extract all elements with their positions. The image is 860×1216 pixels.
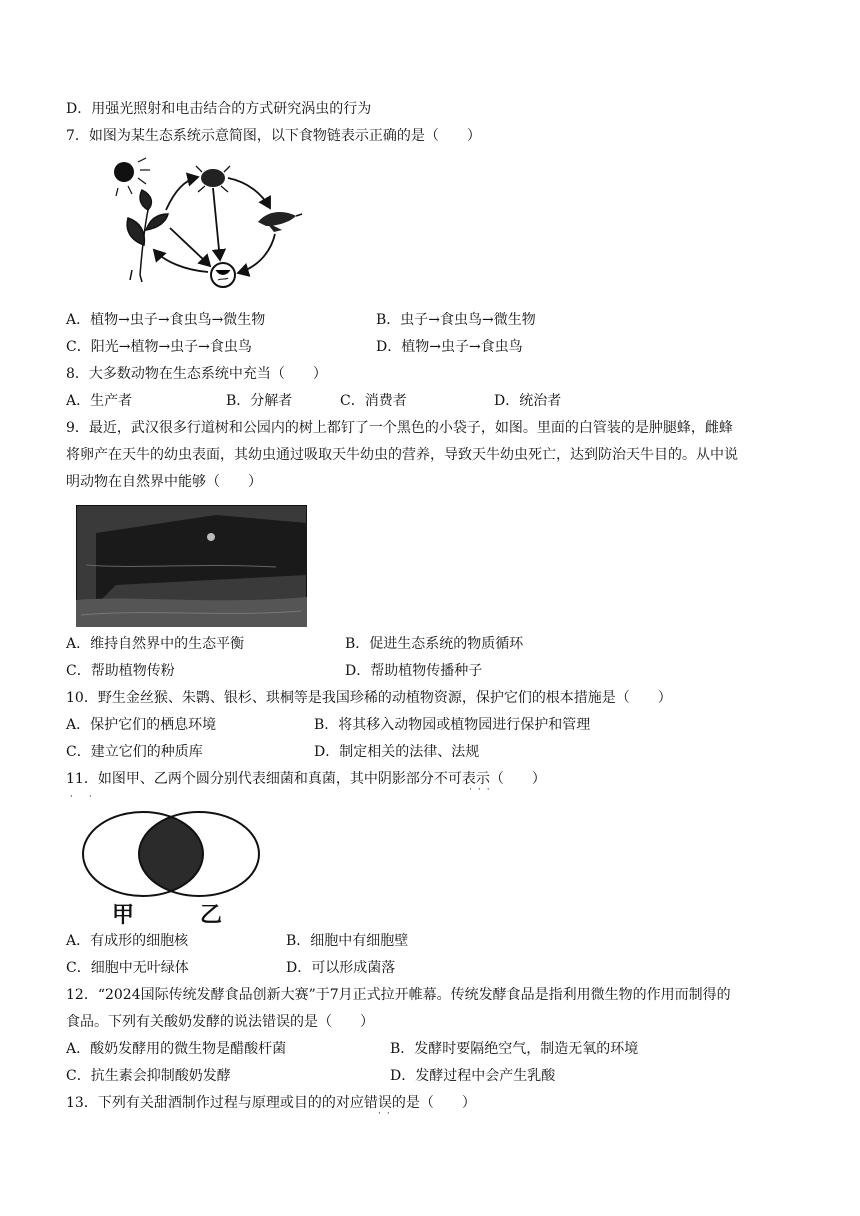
q12-option-a[interactable]: A．酸奶发酵用的微生物是醋酸杆菌 bbox=[66, 1041, 287, 1057]
q9-option-b[interactable]: B．促进生态系统的物质循环 bbox=[345, 636, 524, 652]
bird-icon bbox=[258, 212, 302, 232]
q9-stem-line2: 将卵产在天牛的幼虫表面，其幼虫通过吸取天牛幼虫的营养，导致天牛幼虫死亡，达到防治天牛目的。从中说 bbox=[66, 447, 738, 463]
q9-option-a[interactable]: A．维持自然界中的生态平衡 bbox=[66, 636, 245, 652]
q10-option-b[interactable]: B．将其移入动物园或植物园进行保护和管理 bbox=[314, 717, 591, 733]
q8-option-c[interactable]: C．消费者 bbox=[340, 393, 407, 409]
ecosystem-diagram bbox=[70, 150, 340, 300]
q12-option-c[interactable]: C．抗生素会抑制酸奶发酵 bbox=[66, 1068, 231, 1084]
q10-option-a[interactable]: A．保护它们的栖息环境 bbox=[66, 717, 217, 733]
venn-diagram bbox=[78, 808, 268, 932]
q12-option-b[interactable]: B．发酵时要隔绝空气，制造无氧的环境 bbox=[390, 1041, 639, 1057]
q9-stem-line1: 9．最近，武汉很多行道树和公园内的树上都钉了一个黑色的小袋子，如图。里面的白管装的是肿腿蜂，雌蜂 bbox=[66, 420, 733, 436]
scan-marks: ·· bbox=[70, 792, 108, 802]
q10-option-c[interactable]: C．建立它们的种质库 bbox=[66, 744, 203, 760]
microbe-icon bbox=[211, 263, 235, 287]
emphasis-dots-q13: ·· bbox=[378, 1109, 396, 1119]
q10-stem: 10．野生金丝猴、朱鹮、银杉、珙桐等是我国珍稀的动植物资源，保护它们的根本措施是（ ） bbox=[66, 690, 672, 706]
q11-stem: 11．如图甲、乙两个圆分别代表细菌和真菌，其中阴影部分不可表示（ ） bbox=[66, 771, 546, 787]
q7-stem: 7．如图为某生态系统示意简图，以下食物链表示正确的是（ ） bbox=[66, 128, 481, 144]
q10-option-d[interactable]: D．制定相关的法律、法规 bbox=[314, 744, 480, 760]
q8-option-d[interactable]: D．统治者 bbox=[494, 393, 562, 409]
label-jia: 甲 bbox=[112, 903, 135, 928]
emphasis-dots: ··· bbox=[469, 785, 496, 795]
q9-option-d[interactable]: D．帮助植物传播种子 bbox=[345, 663, 483, 679]
q7-option-d[interactable]: D．植物→虫子→食虫鸟 bbox=[376, 339, 523, 355]
q8-option-b[interactable]: B．分解者 bbox=[226, 393, 293, 409]
q11-option-d[interactable]: D．可以形成菌落 bbox=[286, 960, 396, 976]
q9-stem-line3: 明动物在自然界中能够（ ） bbox=[66, 474, 262, 490]
plant-icon bbox=[127, 190, 168, 282]
q9-option-c[interactable]: C．帮助植物传粉 bbox=[66, 663, 175, 679]
q11-option-b[interactable]: B．细胞中有细胞壁 bbox=[286, 933, 409, 949]
q7-option-c[interactable]: C．阳光→植物→虫子→食虫鸟 bbox=[66, 339, 252, 355]
q11-option-a[interactable]: A．有成形的细胞核 bbox=[66, 933, 189, 949]
sun-icon bbox=[114, 158, 150, 196]
tree-bag-photo bbox=[76, 505, 307, 627]
q12-stem-line2: 食品。下列有关酸奶发酵的说法错误的是（ ） bbox=[66, 1014, 374, 1030]
label-yi: 乙 bbox=[200, 903, 223, 928]
q13-stem: 13．下列有关甜酒制作过程与原理或目的的对应错误的是（ ） bbox=[66, 1095, 476, 1111]
q7-option-b[interactable]: B．虫子→食虫鸟→微生物 bbox=[376, 312, 536, 328]
q8-stem: 8．大多数动物在生态系统中充当（ ） bbox=[66, 366, 327, 382]
q6-option-d: D．用强光照射和电击结合的方式研究涡虫的行为 bbox=[66, 101, 372, 117]
q7-option-a[interactable]: A．植物→虫子→食虫鸟→微生物 bbox=[66, 312, 266, 328]
q11-option-c[interactable]: C．细胞中无叶绿体 bbox=[66, 960, 189, 976]
q8-option-a[interactable]: A．生产者 bbox=[66, 393, 133, 409]
q12-option-d[interactable]: D．发酵过程中会产生乳酸 bbox=[390, 1068, 556, 1084]
q12-stem-line1: 12．“2024国际传统发酵食品创新大赛”于7月正式拉开帷幕。传统发酵食品是指利用微生物的作用而制得的 bbox=[66, 987, 731, 1003]
